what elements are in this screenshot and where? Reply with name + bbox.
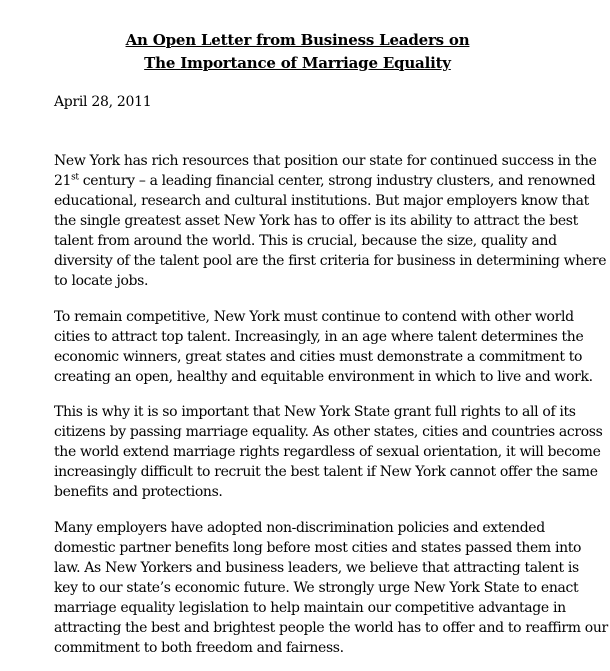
paragraph-line: attracting the best and brightest people the world has to offer and to reaffirm our bbox=[54, 620, 608, 636]
paragraph-line: This is why it is so important that New York State grant full rights to all of its bbox=[54, 404, 576, 420]
ordinal-suffix: st bbox=[71, 172, 79, 183]
paragraph-line: Many employers have adopted non-discrimination policies and extended bbox=[54, 520, 545, 536]
paragraph-line: diversity of the talent pool are the first criteria for business in determining where bbox=[54, 253, 607, 269]
paragraph-line: cities to attract top talent. Increasingly, in an age where talent determines the bbox=[54, 329, 584, 345]
paragraph-line: key to our state’s economic future. We strongly urge New York State to enact bbox=[54, 580, 579, 596]
paragraph-line: the world extend marriage rights regardless of sexual orientation, it will become bbox=[54, 444, 601, 460]
paragraph-line: benefits and protections. bbox=[54, 484, 223, 500]
paragraph-line: law. As New Yorkers and business leaders, we believe that attracting talent is bbox=[54, 560, 579, 576]
paragraph-line: domestic partner benefits long before most cities and states passed them into bbox=[54, 540, 582, 556]
paragraph-line: increasingly difficult to recruit the best talent if New York cannot offer the same bbox=[54, 464, 598, 480]
paragraph-line-text: century – a leading financial center, strong industry clusters, and renowned bbox=[82, 173, 596, 189]
century-number: 21 bbox=[54, 173, 72, 189]
paragraph-line: New York has rich resources that position our state for continued success in the bbox=[54, 153, 597, 169]
paragraph-line: the single greatest asset New York has to offer is its ability to attract the best bbox=[54, 213, 578, 229]
paragraph-line: to locate jobs. bbox=[54, 273, 149, 289]
paragraph-line: educational, research and cultural institutions. But major employers know that bbox=[54, 193, 589, 209]
paragraph-line: creating an open, healthy and equitable environment in which to live and work. bbox=[54, 369, 593, 385]
paragraph-line bbox=[54, 172, 595, 190]
title-line-2: The Importance of Marriage Equality bbox=[144, 54, 451, 72]
title-line-1: An Open Letter from Business Leaders on bbox=[125, 31, 470, 49]
paragraph-line: commitment to both freedom and fairness. bbox=[54, 640, 344, 656]
paragraph-line: talent from around the world. This is crucial, because the size, quality and bbox=[54, 233, 557, 249]
paragraph-line: economic winners, great states and cities must demonstrate a commitment to bbox=[54, 349, 583, 365]
paragraph-line: citizens by passing marriage equality. As other states, cities and countries across bbox=[54, 424, 603, 440]
paragraph-line: To remain competitive, New York must continue to contend with other world bbox=[54, 309, 574, 325]
letter-date: April 28, 2011 bbox=[54, 94, 152, 110]
paragraph-line: marriage equality legislation to help maintain our competitive advantage in bbox=[54, 600, 566, 616]
